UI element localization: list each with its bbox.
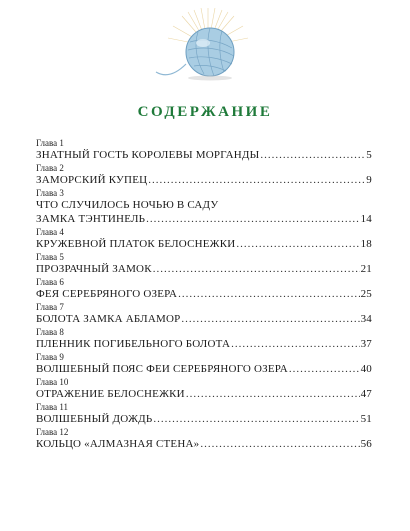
chapter-label: Глава 1 (36, 138, 64, 148)
dot-leader (153, 412, 359, 427)
toc-entry-6 (36, 277, 372, 302)
toc-link[interactable] (36, 262, 372, 277)
toc-link[interactable] (36, 148, 372, 163)
toc-link[interactable] (36, 173, 372, 188)
chapter-label: Глава 12 (36, 427, 69, 437)
chapter-label: Глава 8 (36, 327, 64, 337)
page-number: 47 (360, 388, 372, 400)
toc-link[interactable] (36, 287, 372, 302)
page-number: 37 (360, 338, 372, 350)
chapter-label: Глава 2 (36, 163, 64, 173)
chapter-label: Глава 7 (36, 302, 64, 312)
page-number: 18 (360, 238, 372, 250)
toc-entry-8 (36, 327, 372, 352)
toc-entry-7 (36, 302, 372, 327)
toc-link[interactable] (36, 387, 372, 402)
toc-entry-11 (36, 402, 372, 427)
chapter-title: ФЕЯ СЕРЕБРЯНОГО ОЗЕРА (36, 288, 178, 300)
toc-entry-4 (36, 227, 372, 252)
yarn-ball-icon (148, 8, 268, 88)
chapter-title: КРУЖЕВНОЙ ПЛАТОК БЕЛОСНЕЖКИ (36, 238, 236, 250)
toc-entry-10 (36, 377, 372, 402)
page-number: 14 (360, 213, 372, 225)
dot-leader (186, 387, 360, 402)
dot-leader (236, 237, 359, 252)
chapter-label: Глава 3 (36, 188, 64, 198)
chapter-title: КОЛЬЦО «АЛМАЗНАЯ СТЕНА» (36, 438, 200, 450)
toc-entry-5 (36, 252, 372, 277)
dot-leader (289, 362, 360, 377)
chapter-label: Глава 4 (36, 227, 64, 237)
page-number: 56 (360, 438, 372, 450)
chapter-title: ЗАМОРСКИЙ КУПЕЦ (36, 174, 148, 186)
page-number: 9 (366, 174, 372, 186)
toc-link[interactable] (36, 412, 372, 427)
chapter-label: Глава 10 (36, 377, 69, 387)
contents-heading: СОДЕРЖАНИЕ (137, 104, 273, 120)
chapter-label: Глава 9 (36, 352, 64, 362)
toc-entry-1 (36, 138, 372, 163)
page-number: 40 (360, 363, 372, 375)
toc-entry-3 (36, 188, 372, 227)
chapter-title: ПРОЗРАЧНЫЙ ЗАМОК (36, 263, 152, 275)
dot-leader (153, 262, 360, 277)
page-number: 34 (360, 313, 372, 325)
chapter-title: БОЛОТА ЗАМКА АБЛАМОР (36, 313, 181, 325)
dot-leader (181, 312, 359, 327)
yarn-thread (156, 64, 186, 75)
dot-leader (146, 212, 359, 227)
chapter-title-line1[interactable]: ЧТО СЛУЧИЛОСЬ НОЧЬЮ В САДУ (36, 199, 219, 211)
page-number: 25 (360, 288, 372, 300)
chapter-title: ЗАМКА ТЭНТИНЕЛЬ (36, 213, 146, 225)
toc-link[interactable] (36, 237, 372, 252)
toc-link[interactable] (36, 362, 372, 377)
chapter-title: ОТРАЖЕНИЕ БЕЛОСНЕЖКИ (36, 388, 185, 400)
chapter-title: ЗНАТНЫЙ ГОСТЬ КОРОЛЕВЫ МОРГАНДЫ (36, 149, 260, 161)
chapter-title: ВОЛШЕБНЫЙ ДОЖДЬ (36, 413, 153, 425)
chapter-title: ПЛЕННИК ПОГИБЕЛЬНОГО БОЛОТА (36, 338, 231, 350)
chapter-label: Глава 6 (36, 277, 64, 287)
toc-link[interactable] (36, 337, 372, 352)
table-of-contents (36, 138, 372, 452)
dot-leader (148, 173, 365, 188)
toc-link[interactable] (36, 212, 372, 227)
toc-entry-12 (36, 427, 372, 452)
dot-leader (231, 337, 359, 352)
page-number: 5 (366, 149, 372, 161)
page-number: 51 (360, 413, 372, 425)
toc-link[interactable] (36, 312, 372, 327)
toc-entry-9 (36, 352, 372, 377)
chapter-title: ВОЛШЕБНЫЙ ПОЯС ФЕИ СЕРЕБРЯНОГО ОЗЕРА (36, 363, 288, 375)
toc-entry-2 (36, 163, 372, 188)
dot-leader (200, 437, 359, 452)
dot-leader (178, 287, 359, 302)
toc-link[interactable] (36, 437, 372, 452)
chapter-label: Глава 5 (36, 252, 64, 262)
page-number: 21 (360, 263, 372, 275)
dot-leader (260, 148, 365, 163)
chapter-label: Глава 11 (36, 402, 69, 412)
